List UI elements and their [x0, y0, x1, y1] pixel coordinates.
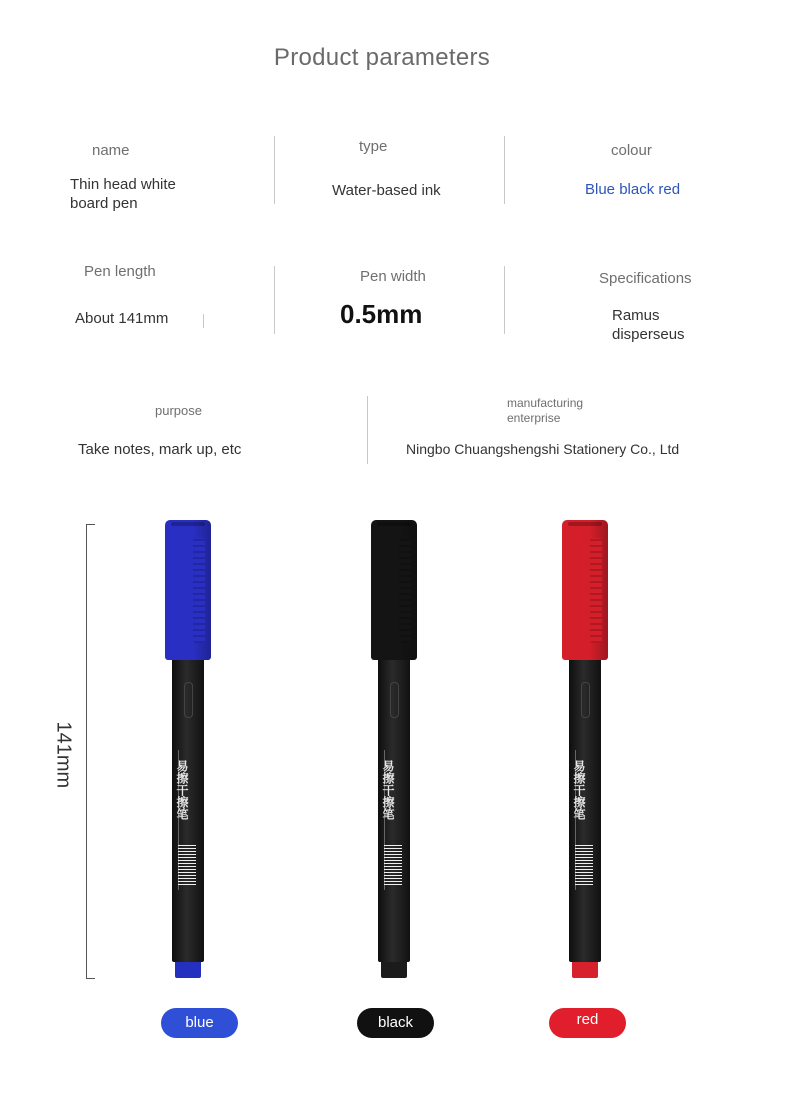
pen-tip	[381, 962, 407, 978]
divider	[274, 266, 275, 334]
ruler-line	[86, 524, 87, 979]
name-label: name	[92, 142, 130, 159]
specifications-value-line2: disperseus	[612, 326, 685, 343]
pen-body-text: 易擦干擦笔	[381, 760, 395, 820]
pen-body	[569, 660, 601, 962]
divider	[504, 136, 505, 204]
colour-value: Blue black red	[585, 181, 681, 198]
barcode	[384, 845, 402, 885]
color-pill-red: red	[549, 1008, 626, 1038]
type-label: type	[359, 138, 388, 155]
pen-red	[560, 520, 612, 980]
manufacturer-label-line1: manufacturing	[507, 396, 584, 410]
pen-body	[172, 660, 204, 962]
manufacturer-value: Ningbo Chuangshengshi Stationery Co., Ltd	[406, 441, 680, 457]
pen-black	[369, 520, 421, 980]
pen-cap	[562, 520, 608, 660]
divider	[274, 136, 275, 204]
pen-body-text: 易擦干擦笔	[175, 760, 189, 820]
purpose-value: Take notes, mark up, etc	[78, 441, 242, 458]
divider	[203, 314, 204, 328]
pen-cap	[371, 520, 417, 660]
manufacturer-label-line2: enterprise	[507, 411, 561, 425]
barcode	[178, 845, 196, 885]
specifications-value	[612, 306, 685, 344]
pen-tip	[175, 962, 201, 978]
pen-body-text: 易擦干擦笔	[572, 760, 586, 820]
divider	[367, 396, 368, 464]
pen-cap	[165, 520, 211, 660]
name-value-line2: board pen	[70, 195, 138, 212]
colour-label: colour	[611, 142, 652, 159]
page-title: Product parameters	[273, 44, 491, 71]
pen-width-value: 0.5mm	[340, 299, 423, 329]
ruler-tick-top	[86, 524, 95, 525]
pen-body	[378, 660, 410, 962]
pen-length-label: Pen length	[84, 263, 156, 280]
specifications-label: Specifications	[599, 270, 692, 287]
pen-width-label: Pen width	[360, 268, 426, 285]
pen-blue	[163, 520, 215, 980]
ruler-label: 141mm	[52, 721, 75, 789]
manufacturer-label	[507, 396, 627, 426]
purpose-label: purpose	[155, 403, 202, 418]
barcode	[575, 845, 593, 885]
name-value-line1: Thin head white	[70, 176, 176, 193]
name-value	[70, 175, 176, 213]
color-pill-blue: blue	[161, 1008, 238, 1038]
ruler-tick-bottom	[86, 978, 95, 979]
pen-tip	[572, 962, 598, 978]
specifications-value-line1: Ramus	[612, 307, 660, 324]
divider	[504, 266, 505, 334]
pen-length-value: About 141mm	[75, 310, 169, 327]
type-value: Water-based ink	[332, 182, 441, 199]
color-pill-black: black	[357, 1008, 434, 1038]
